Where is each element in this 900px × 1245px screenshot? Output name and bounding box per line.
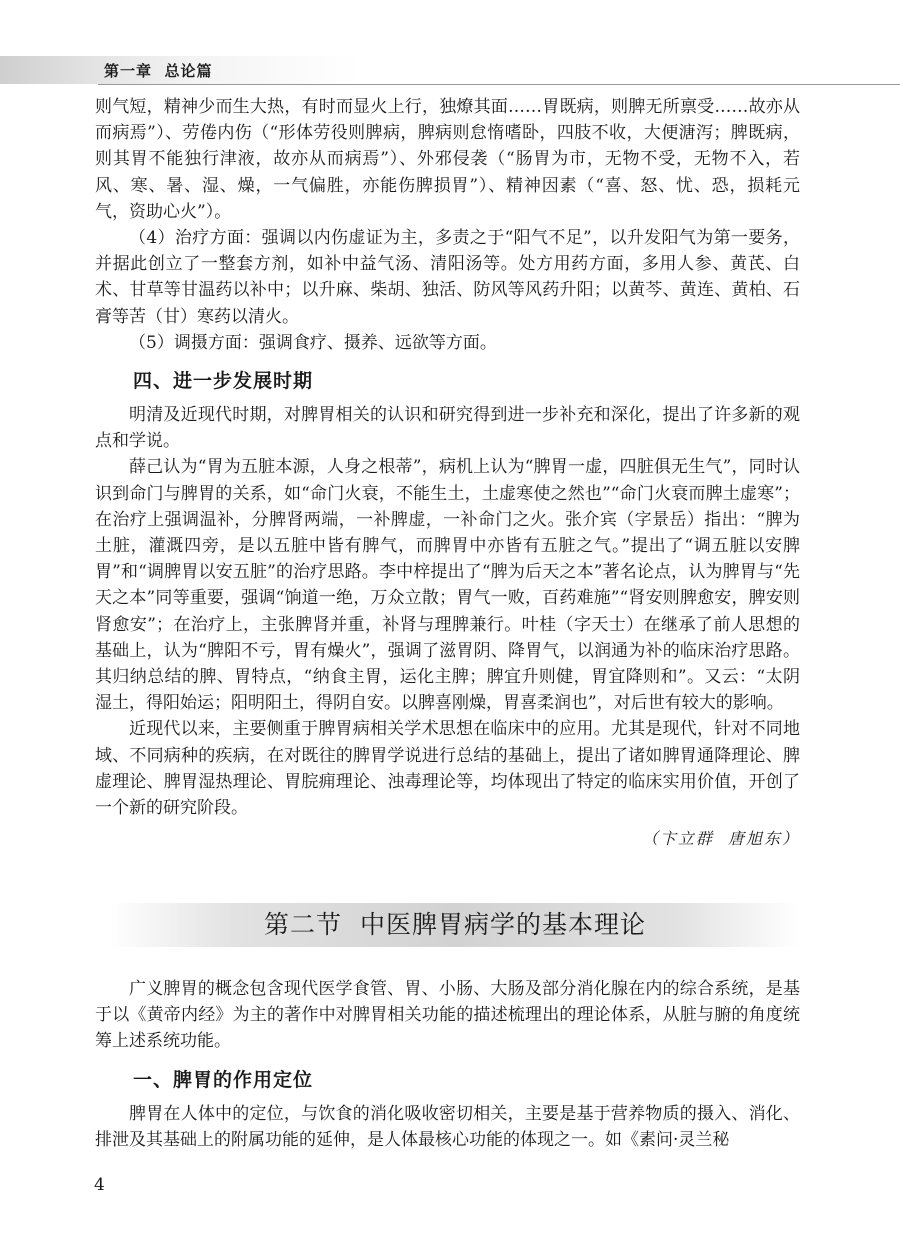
main-content-top <box>95 94 800 849</box>
paragraph-continued: 则气短，精神少而生大热，有时而显火上行，独燎其面……胃既病，则脾无所禀受……故亦从而病焉”）、劳倦内伤（“形体劳役则脾病，脾病则怠惰嗜卧，四肢不收，大便溏泻；脾既病，则其胃不能独行津液，故亦从而病焉”）、外邪侵袭（“肠胃为市，无物不受，无物不入，若风、寒、暑、湿、燥，一气偏胜，亦能伤脾损胃”）、精神因素（“喜、怒、忧、恐，损耗元气，资助心火”）。 <box>95 97 800 222</box>
main-content-bottom <box>95 976 800 1153</box>
authors-attribution: （卞立群 唐旭东） <box>641 829 800 849</box>
page-number: 4 <box>94 1175 105 1195</box>
paragraph-modern: 近现代以来，主要侧重于脾胃病相关学术思想在临床中的应用。尤其是现代，针对不同地域、不同病种的疾病，在对既往的脾胃学说进行总结的基础上，提出了诸如脾胃通降理论、脾虚理论、脾胃湿热理论、胃脘痈理论、浊毒理论等，均体现出了特定的临床实用价值，开创了一个新的研究阶段。 <box>95 719 800 819</box>
paragraph-intro: 广义脾胃的概念包含现代医学食管、胃、小肠、大肠及部分消化腺在内的综合系统，是基于以《黄帝内经》为主的著作中对脾胃相关功能的描述梳理出的理论体系，从脏与腑的角度统筹上述系统功能。 <box>95 979 800 1052</box>
paragraph-scholars: 薛己认为“胃为五脏本源，人身之根蒂”，病机上认为“脾胃一虚，四脏俱无生气”，同时认识到命门与脾胃的关系，如“命门火衰，不能生土，土虚寒使之然也”“命门火衰而脾土虚寒”；在治疗上强调温补，分脾肾两端，一补脾虚，一补命门之火。张介宾（字景岳）指出：“脾为土脏，灌溉四旁，是以五脏中皆有脾气，而脾胃中亦皆有五脏之气。”提出了“调五脏以安脾胃”和“调脾胃以安五脏”的治疗思路。李中梓提出了“脾为后天之本”著名论点，认为脾胃与“先天之本”同等重要，强调“饷道一绝，万众立散；胃气一败，百药难施”“肾安则脾愈安，脾安则肾愈安”；在治疗上，主张脾肾并重，补肾与理脾兼行。叶桂（字天士）在继承了前人思想的基础上，认为“脾阳不亏，胃有燥火”，强调了滋胃阴、降胃气，以润通为补的临床治疗思路。其归纳总结的脾、胃特点，“纳食主胃，运化主脾；脾宜升则健，胃宜降则和”。又云：“太阴湿土，得阳始运；阳明阳土，得阴自安。以脾喜刚燥，胃喜柔润也”，对后世有较大的影响。 <box>95 457 800 714</box>
paragraph-ming-qing: 明清及近现代时期，对脾胃相关的认识和研究得到进一步补充和深化，提出了许多新的观点和学说。 <box>95 405 800 452</box>
header-rule <box>98 84 900 85</box>
paragraph-regulation: （5）调摄方面：强调食疗、摄养、远欲等方面。 <box>129 332 497 353</box>
paragraph-treatment: （4）治疗方面：强调以内伤虚证为主，多责之于“阳气不足”，以升发阳气为第一要务，并据此创立了一整套方剂，如补中益气汤、清阳汤等。处方用药方面，多用人参、黄芪、白术、甘草等甘温药以补中；以升麻、柴胡、独活、防风等风药升阳；以黄芩、黄连、黄柏、石膏等苦（甘）寒药以清火。 <box>95 228 800 327</box>
paragraph-role: 脾胃在人体中的定位，与饮食的消化吸收密切相关，主要是基于营养物质的摄入、消化、排泄及其基础上的附属功能的延伸，是人体最核心功能的体现之一。如《素问·灵兰秘 <box>95 1103 800 1150</box>
section-heading-further-development: 四、进一步发展时期 <box>133 370 314 393</box>
chapter-header: 第一章 总论篇 <box>104 62 213 80</box>
section-title: 第二节 中医脾胃病学的基本理论 <box>264 910 646 939</box>
subheading-role-positioning: 一、脾胃的作用定位 <box>133 1068 314 1091</box>
